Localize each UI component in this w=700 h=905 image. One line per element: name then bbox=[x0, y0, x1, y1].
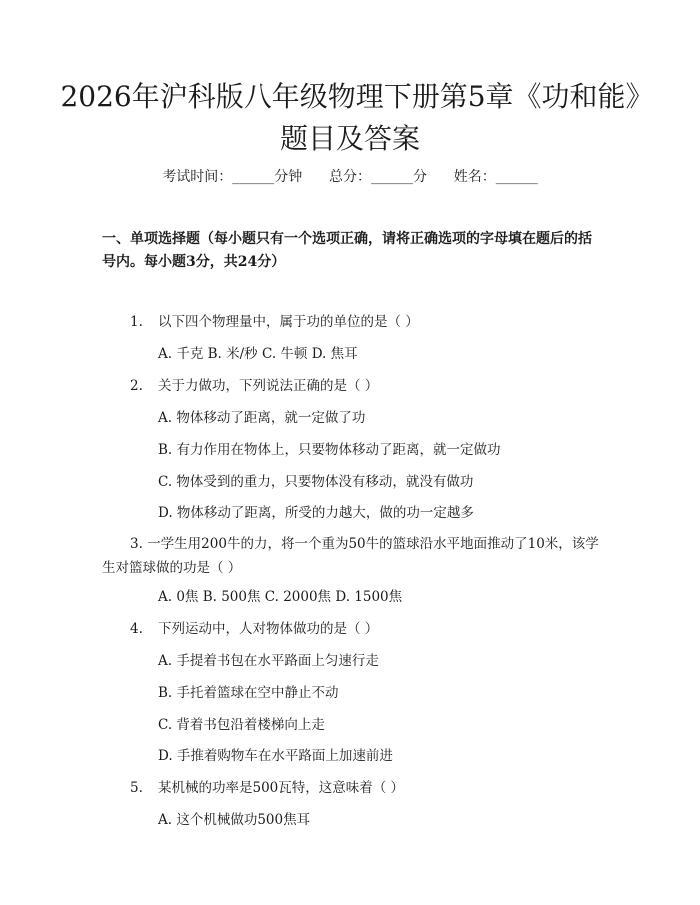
exam-time-label: 考试时间：______分钟 bbox=[162, 169, 303, 185]
question-text: 某机械的功率是500瓦特，这意味着（ ） bbox=[158, 780, 405, 796]
question-text: 关于力做功，下列说法正确的是（ ） bbox=[158, 378, 379, 394]
question-option: B. 有力作用在物体上，只要物体移动了距离，就一定做功 bbox=[158, 442, 501, 458]
question-text: 一学生用200牛的力，将一个重为50牛的篮球沿水平地面推动了10米，该学生对篮球做的功是（ ） bbox=[102, 536, 599, 576]
question-option: C. 背着书包沿着楼梯向上走 bbox=[158, 717, 325, 733]
question-option: D. 手推着购物车在水平路面上加速前进 bbox=[158, 748, 393, 764]
question-number: 3. bbox=[130, 536, 143, 552]
student-name-label: 姓名：______ bbox=[453, 169, 538, 185]
question-number: 2. bbox=[130, 378, 143, 394]
question-3 bbox=[102, 532, 607, 580]
question-text: 下列运动中，人对物体做功的是（ ） bbox=[158, 621, 379, 637]
question-option: A. 手提着书包在水平路面上匀速行走 bbox=[158, 653, 379, 669]
question-number: 5. bbox=[130, 780, 143, 796]
total-score-label: 总分：______分 bbox=[329, 169, 427, 185]
question-option: D. 物体移动了距离，所受的力越大，做的功一定越多 bbox=[158, 505, 474, 521]
section-heading-single-choice: 一、单项选择题（每小题只有一个选项正确，请将正确选项的字母填在题后的括号内。每小题3分，共24分） bbox=[102, 231, 592, 270]
question-option: B. 手托着篮球在空中静止不动 bbox=[158, 685, 339, 701]
question-text: 以下四个物理量中，属于功的单位的是（ ） bbox=[158, 314, 419, 330]
question-option: C. 物体受到的重力，只要物体没有移动，就没有做功 bbox=[158, 474, 474, 490]
question-option: A. 物体移动了距离，就一定做了功 bbox=[158, 410, 366, 426]
question-options: A. 0焦 B. 500焦 C. 2000焦 D. 1500焦 bbox=[158, 589, 403, 605]
document-title: 2026年沪科版八年级物理下册第5章《功和能》题目及答案 bbox=[60, 80, 640, 155]
question-options: A. 千克 B. 米/秒 C. 牛顿 D. 焦耳 bbox=[158, 346, 358, 362]
question-number: 1. bbox=[130, 314, 143, 330]
question-number: 4. bbox=[130, 621, 143, 637]
exam-meta bbox=[0, 166, 700, 186]
question-option: A. 这个机械做功500焦耳 bbox=[158, 812, 311, 828]
